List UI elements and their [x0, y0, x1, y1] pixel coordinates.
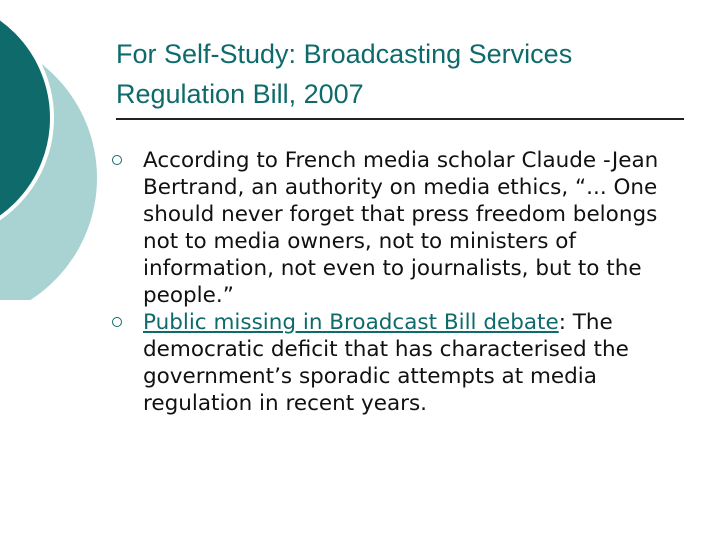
slide-title-line-2: Regulation Bill, 2007: [116, 79, 364, 109]
decorative-circles: [0, 0, 110, 300]
slide-title-line-1: For Self-Study: Broadcasting Services: [116, 39, 573, 69]
slide-title: [116, 34, 696, 114]
bullet-text: : The democratic deficit that has characterised the government’s sporadic attempts at media regulation in recent years.: [143, 310, 629, 416]
bullet-item-public-missing: [112, 309, 682, 417]
bullet-item-bertrand-quote: [112, 147, 682, 309]
article-link[interactable]: Public missing in Broadcast Bill debate: [143, 310, 559, 335]
hollow-circle-bullet-icon: [112, 317, 122, 327]
bullet-text: According to French media scholar Claude -Jean Bertrand, an authority on media ethics, “... One should never forget that press freedom belongs not to media owners, not to ministers of information, not even to journalists, but to the people.”: [143, 148, 659, 308]
title-divider: [116, 118, 684, 120]
bullet-list: [112, 147, 682, 417]
hollow-circle-bullet-icon: [112, 155, 122, 165]
